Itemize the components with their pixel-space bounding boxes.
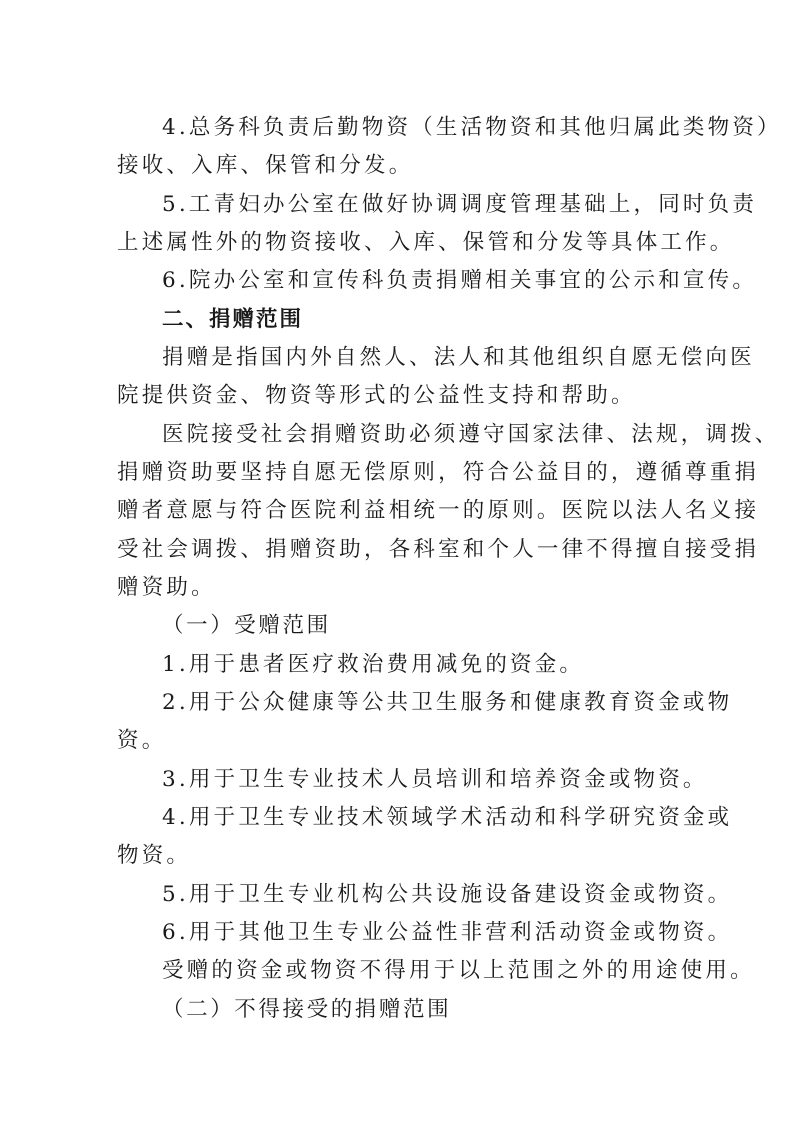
paragraph-line-10: 赠者意愿与符合医院利益相统一的原则。医院以法人名义接 — [117, 498, 760, 523]
section-heading: 二、捐赠范围 — [162, 307, 304, 332]
list-item-4: 4.用于卫生专业技术领域学术活动和科学研究资金或 — [162, 805, 733, 830]
paragraph-line-6: 捐赠是指国内外自然人、法人和其他组织自愿无偿向医 — [162, 345, 755, 370]
list-item-1: 1.用于患者医疗救治费用减免的资金。 — [162, 652, 585, 677]
paragraph-line-1: 4.总务科负责后勤物资（生活物资和其他归属此类物资） — [162, 115, 782, 140]
paragraph-line-9: 捐赠资助要坚持自愿无偿原则，符合公益目的，遵循尊重捐 — [117, 460, 760, 485]
list-item-6: 6.用于其他卫生专业公益性非营利活动资金或物资。 — [162, 920, 733, 945]
paragraph-line-2: 接收、入库、保管和分发。 — [117, 153, 414, 178]
paragraph-line-12: 赠资助。 — [117, 575, 216, 600]
paragraph-line-3: 5.工青妇办公室在做好协调调度管理基础上，同时负责 — [162, 192, 758, 217]
paragraph-line-8: 医院接受社会捐赠资助必须遵守国家法律、法规，调拨、 — [162, 422, 780, 447]
list-item-2: 2.用于公众健康等公共卫生服务和健康教育资金或物 — [162, 690, 733, 715]
paragraph-line-5: 6.院办公室和宣传科负责捐赠相关事宜的公示和宣传。 — [162, 268, 758, 293]
paragraph-line-4: 上述属性外的物资接收、入库、保管和分发等具体工作。 — [117, 230, 735, 255]
subsection-heading-1: （一）受赠范围 — [162, 613, 331, 638]
list-item-4-cont: 物资。 — [117, 843, 192, 868]
list-item-5: 5.用于卫生专业机构公共设施设备建设资金或物资。 — [162, 882, 733, 907]
paragraph-line-13: 受赠的资金或物资不得用于以上范围之外的用途使用。 — [162, 958, 755, 983]
subsection-heading-2: （二）不得接受的捐赠范围 — [162, 997, 452, 1022]
paragraph-line-7: 院提供资金、物资等形式的公益性支持和帮助。 — [117, 383, 636, 408]
paragraph-line-11: 受社会调拨、捐赠资助，各科室和个人一律不得擅自接受捐 — [117, 537, 760, 562]
list-item-3: 3.用于卫生专业技术人员培训和培养资金或物资。 — [162, 767, 708, 792]
list-item-2-cont: 资。 — [117, 728, 167, 753]
